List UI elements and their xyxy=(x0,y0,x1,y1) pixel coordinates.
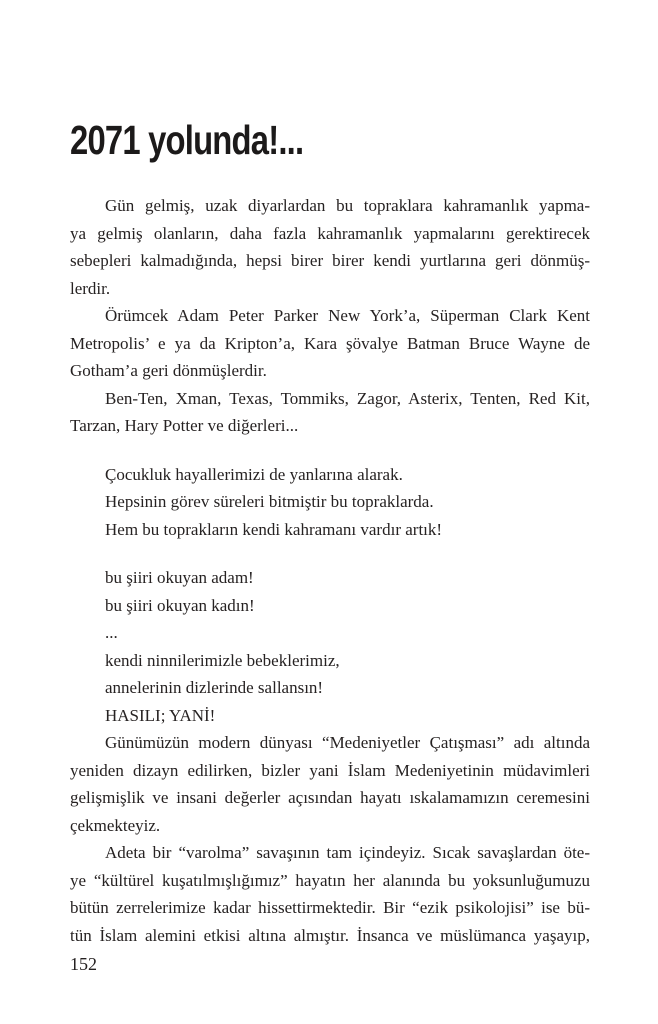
paragraph-line: Gotham’a geri dönmüşlerdir. xyxy=(70,361,267,380)
paragraph-comic-heroes xyxy=(70,385,590,440)
verse-block-poem-reader xyxy=(70,564,590,729)
paragraph-line: Ben-Ten, Xman, Texas, Tommiks, Zagor, Asterix, Tenten, Red Kit, xyxy=(105,388,590,408)
paragraph-line: gelişmişlik ve insani değerler açısından hayatı ıskalamamızın ceremesini xyxy=(70,788,590,807)
paragraph-line: yeniden dizayn edilirken, bizler yani İslam Medeniyetinin müdavimleri xyxy=(70,760,590,780)
paragraph-line: tün İslam alemini etkisi altına almıştır. İnsanca ve müslümanca yaşayıp, xyxy=(70,925,590,945)
paragraph-line: Adeta bir “varolma” savaşının tam içindeyiz. Sıcak savaşlardan öte- xyxy=(105,843,590,862)
paragraph-line: sebepleri kalmadığında, hepsi birer birer kendi yurtlarına geri dönmüş- xyxy=(70,251,590,270)
verse-line: Hem bu toprakların kendi kahramanı vardır artık! xyxy=(105,519,443,539)
verse-line: Hepsinin görev süreleri bitmiştir bu topraklarda. xyxy=(105,492,434,511)
paragraph-line: Günümüzün modern dünyası “Medeniyetler Çatışması” adı altında xyxy=(105,733,590,752)
paragraph-line: ye “kültürel kuşatılmışlığımız” hayatın her alanında bu yoksunluğumuzu xyxy=(70,870,590,890)
verse-line: Çocukluk hayallerimizi de yanlarına alarak. xyxy=(105,464,403,484)
paragraph-line: çekmekteyiz. xyxy=(70,815,161,835)
verse-line: bu şiiri okuyan adam! xyxy=(105,568,254,587)
paragraph-heroes-leaving xyxy=(70,192,590,302)
chapter-title: 2071 yolunda!... xyxy=(70,117,304,163)
verse-line: HASILI; YANİ! xyxy=(105,705,216,725)
verse-line: ... xyxy=(105,623,118,642)
paragraph-line: lerdir. xyxy=(70,278,111,298)
paragraph-civilizations-clash xyxy=(70,729,590,839)
page-number: 152 xyxy=(70,954,97,974)
paragraph-line: Örümcek Adam Peter Parker New York’a, Süperman Clark Kent xyxy=(105,306,590,325)
verse-block-childhood xyxy=(70,461,590,544)
paragraph-line: Metropolis’ e ya da Kripton’a, Kara şövalye Batman Bruce Wayne de xyxy=(70,333,590,353)
paragraph-line: Gün gelmiş, uzak diyarlardan bu topraklara kahramanlık yapma- xyxy=(105,196,590,215)
paragraph-line: bütün zerrelerimize kadar hissettirmektedir. Bir “ezik psikolojisi” ise bü- xyxy=(70,898,590,917)
paragraph-line: ya gelmiş olanların, daha fazla kahramanlık yapmalarını gerektirecek xyxy=(70,223,590,243)
verse-line: bu şiiri okuyan kadın! xyxy=(105,595,255,615)
verse-line: kendi ninnilerimizle bebeklerimiz, xyxy=(105,650,340,670)
paragraph-superheroes xyxy=(70,302,590,385)
paragraph-line: Tarzan, Hary Potter ve diğerleri... xyxy=(70,416,299,435)
paragraph-existence-war xyxy=(70,839,590,949)
verse-line: annelerinin dizlerinde sallansın! xyxy=(105,678,324,697)
